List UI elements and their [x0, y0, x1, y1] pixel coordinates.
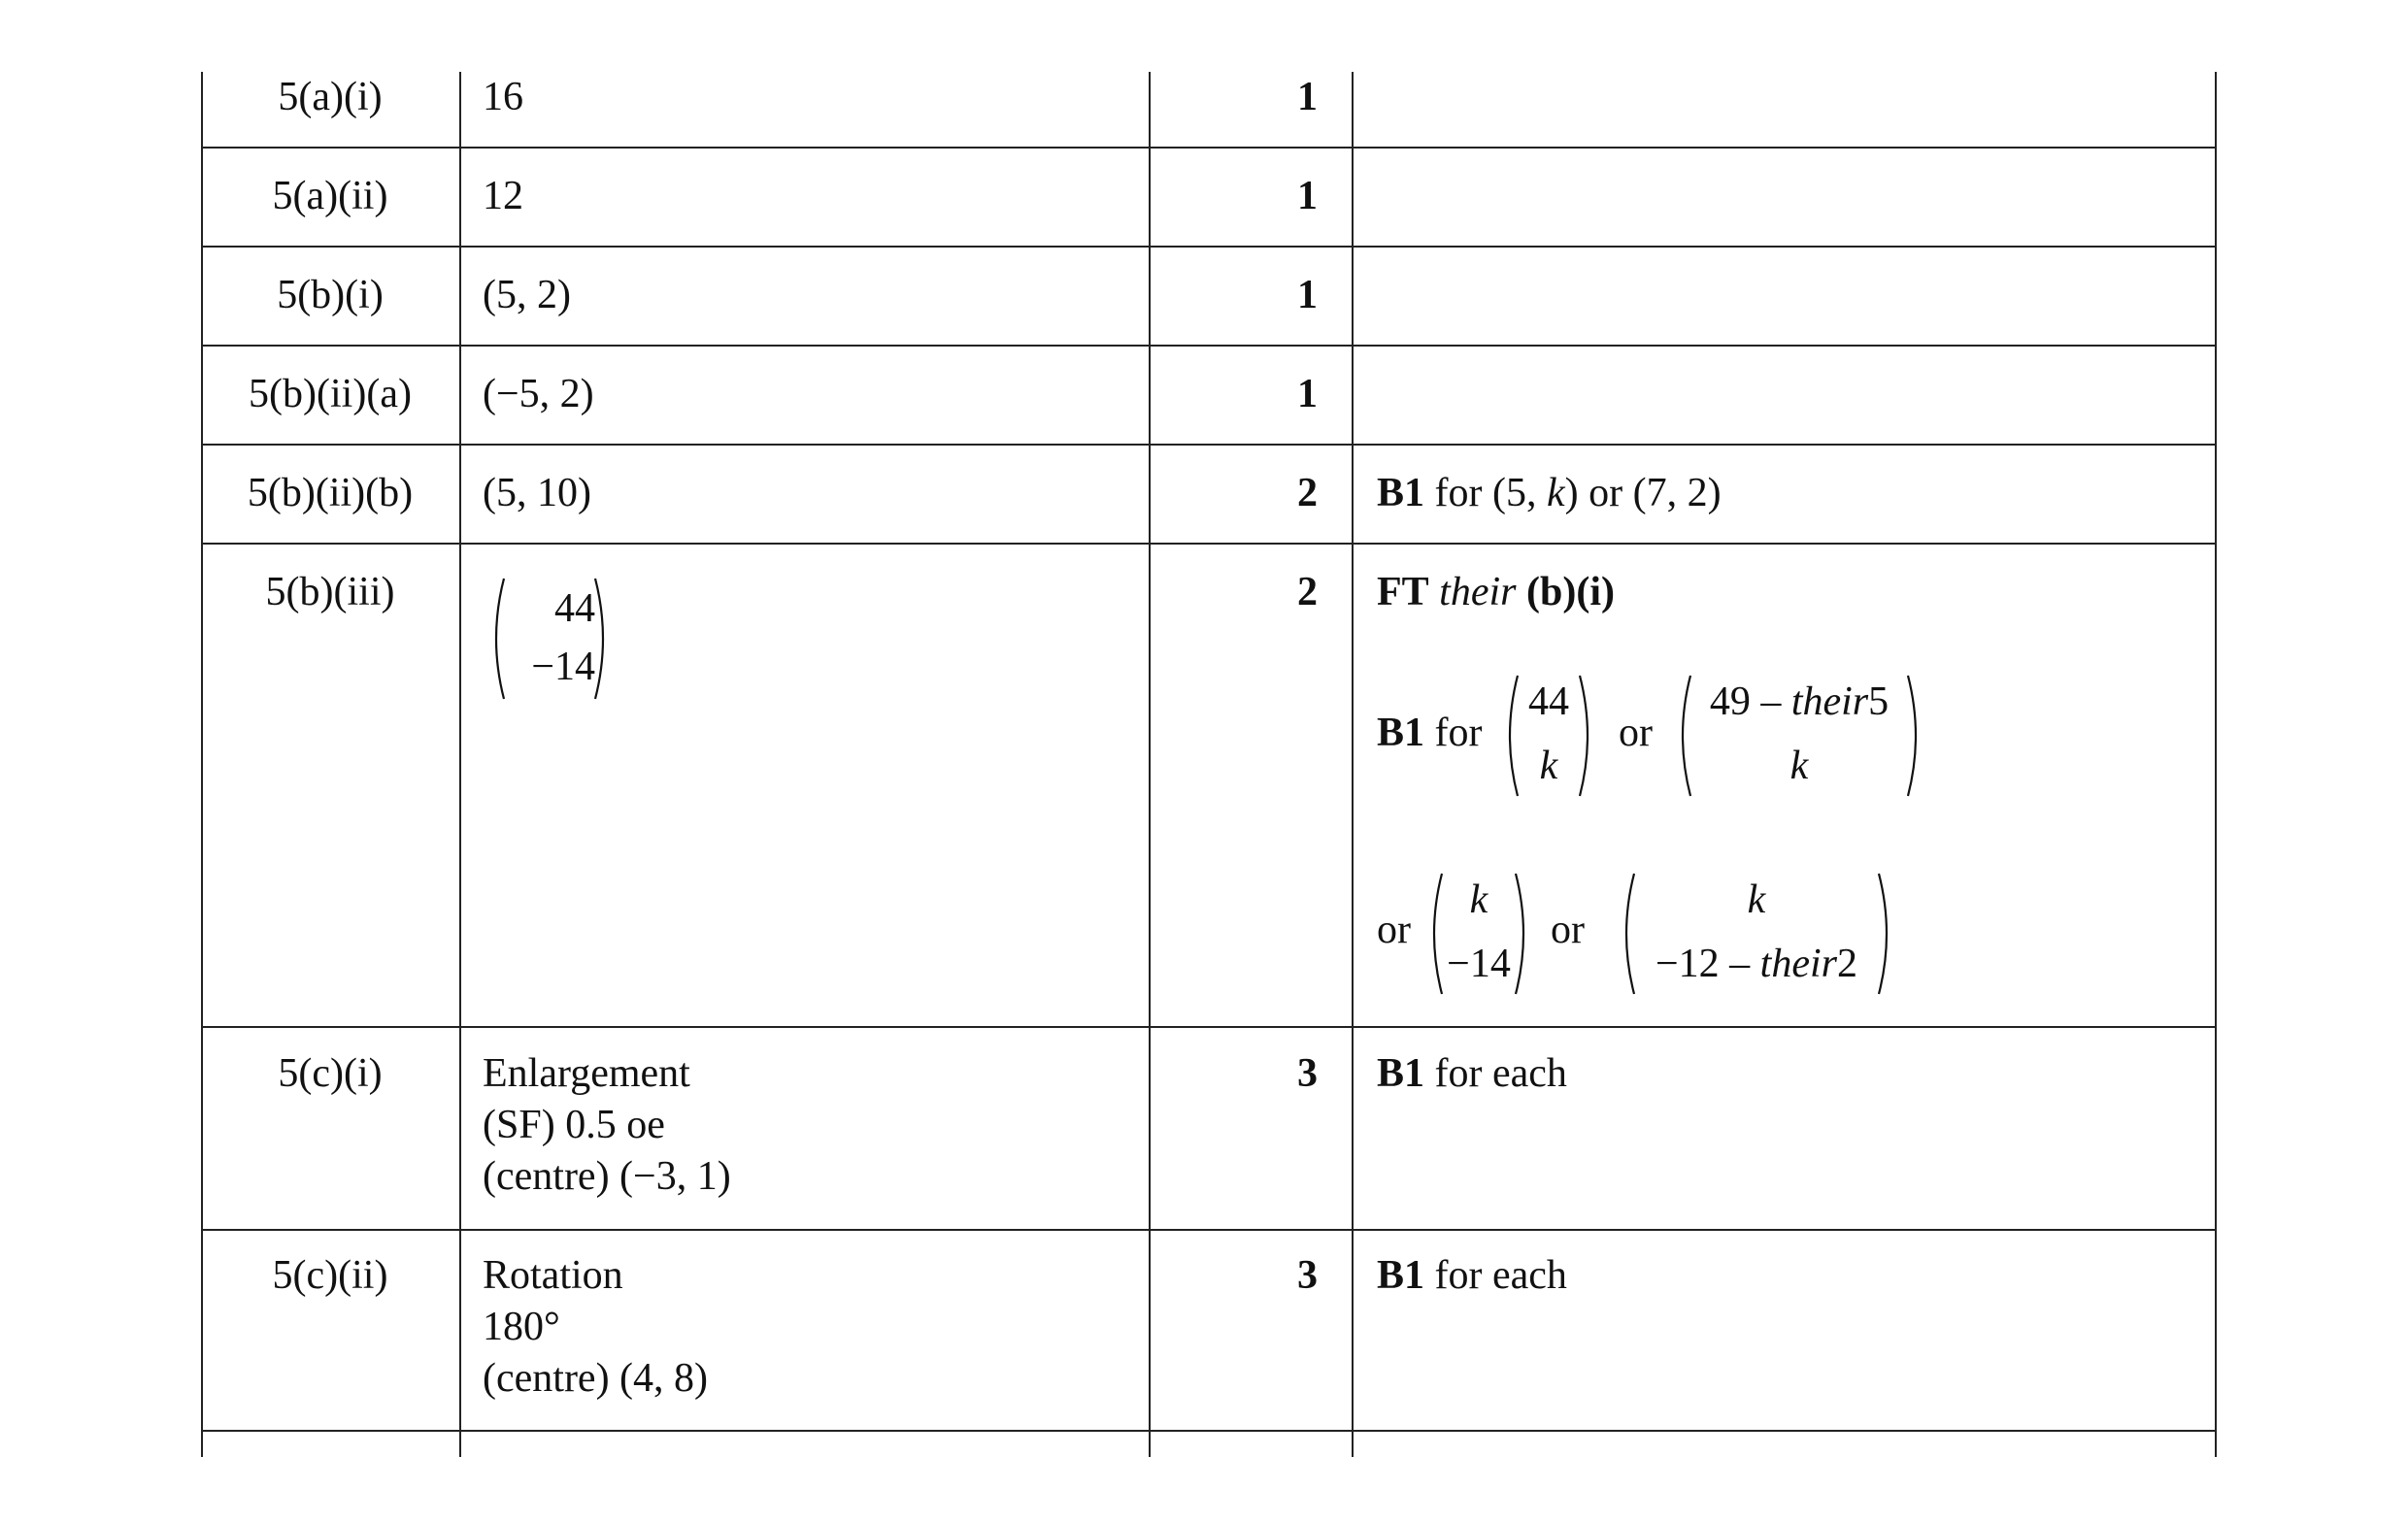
row-rule — [201, 1026, 2217, 1028]
answer — [483, 1048, 1143, 1203]
answer-line: 180° — [483, 1305, 560, 1349]
question-number: 5(a)(ii) — [272, 174, 388, 218]
question-number: 5(b)(iii) — [265, 570, 395, 614]
alt-vector-3 — [1426, 870, 1531, 998]
ft-label: FT — [1377, 570, 1429, 614]
question-number: 5(b)(ii)(a) — [249, 372, 412, 416]
answer-line: Rotation — [483, 1253, 623, 1298]
vector-top: 44 — [554, 586, 595, 631]
vector-top — [1692, 678, 1906, 726]
note-or: or — [1619, 711, 1653, 755]
answer: (5, 10) — [483, 471, 591, 515]
answer: 16 — [483, 75, 523, 119]
answer-line: (centre) (−3, 1) — [483, 1154, 731, 1199]
vector-bottom-value: 2 — [1837, 942, 1857, 986]
vector-their: their — [1790, 679, 1869, 724]
row-rule — [201, 1430, 2217, 1432]
row-rule — [201, 444, 2217, 446]
answer-line: (SF) 0.5 oe — [483, 1103, 665, 1147]
note-text: for each — [1424, 1253, 1567, 1298]
column-rule — [1352, 72, 1354, 1457]
answer: (5, 2) — [483, 273, 571, 317]
answer: 12 — [483, 174, 523, 218]
note-or: or — [1551, 908, 1585, 952]
answer — [483, 1250, 1143, 1405]
b1-label: B1 — [1377, 711, 1425, 755]
note-for: for — [1434, 711, 1483, 755]
answer: (−5, 2) — [483, 372, 594, 416]
row-rule — [201, 543, 2217, 545]
question-number: 5(b)(i) — [277, 273, 384, 317]
vector-bottom-number: −12 – — [1655, 942, 1760, 986]
vector-bottom: −14 — [1447, 942, 1511, 986]
vector-bottom: k — [1789, 744, 1809, 788]
note-text: for each — [1424, 1051, 1567, 1096]
b1-label: B1 — [1377, 1253, 1425, 1298]
note-reference: (b)(i) — [1526, 570, 1615, 614]
alt-vector-4 — [1619, 870, 1894, 998]
vector-bottom: −14 — [531, 645, 595, 689]
vector-bottom — [1636, 940, 1877, 988]
partial-marks-note — [1377, 468, 2212, 519]
column-rule — [2215, 72, 2217, 1457]
column-rule — [1149, 72, 1151, 1457]
vector-top: k — [1747, 877, 1766, 922]
mark: 1 — [1297, 372, 1318, 416]
question-number: 5(b)(ii)(b) — [247, 471, 414, 515]
row-rule — [201, 246, 2217, 248]
vector-top-value: 5 — [1868, 679, 1890, 724]
mark-scheme-table — [201, 72, 2217, 1457]
partial-marks-note — [1377, 1250, 2212, 1302]
note-text: ) or (7, 2) — [1564, 471, 1722, 515]
mark: 1 — [1297, 273, 1318, 317]
mark: 2 — [1297, 570, 1318, 614]
row-rule — [201, 1229, 2217, 1231]
note-text: for (5, — [1424, 471, 1547, 515]
mark: 3 — [1297, 1051, 1318, 1096]
row-rule — [201, 147, 2217, 149]
partial-marks-note — [1377, 1048, 2212, 1100]
answer-line: Enlargement — [483, 1051, 690, 1096]
row-rule — [201, 345, 2217, 347]
b1-label: B1 — [1377, 1051, 1425, 1096]
note-or: or — [1377, 908, 1411, 952]
vector-bottom: k — [1539, 744, 1558, 788]
follow-through-note — [1377, 567, 2212, 618]
question-number: 5(c)(ii) — [272, 1253, 388, 1298]
b1-label: B1 — [1377, 471, 1425, 515]
column-rule — [459, 72, 461, 1457]
alt-vector-2 — [1675, 672, 1923, 800]
mark: 3 — [1297, 1253, 1318, 1298]
answer-line: (centre) (4, 8) — [483, 1356, 709, 1401]
mark: 1 — [1297, 174, 1318, 218]
note-variable: k — [1546, 471, 1565, 515]
answer-column-vector — [486, 575, 613, 703]
vector-top: 44 — [1528, 679, 1569, 724]
partial-marks-note — [1377, 708, 1483, 759]
alt-vector-1 — [1502, 672, 1595, 800]
vector-their: their — [1759, 942, 1837, 986]
vector-top-number: 49 – — [1709, 679, 1791, 724]
note-their: their — [1439, 570, 1517, 614]
mark: 2 — [1297, 471, 1318, 515]
question-number: 5(c)(i) — [278, 1051, 383, 1096]
mark: 1 — [1297, 75, 1318, 119]
question-number: 5(a)(i) — [278, 75, 383, 119]
vector-top: k — [1469, 877, 1488, 922]
